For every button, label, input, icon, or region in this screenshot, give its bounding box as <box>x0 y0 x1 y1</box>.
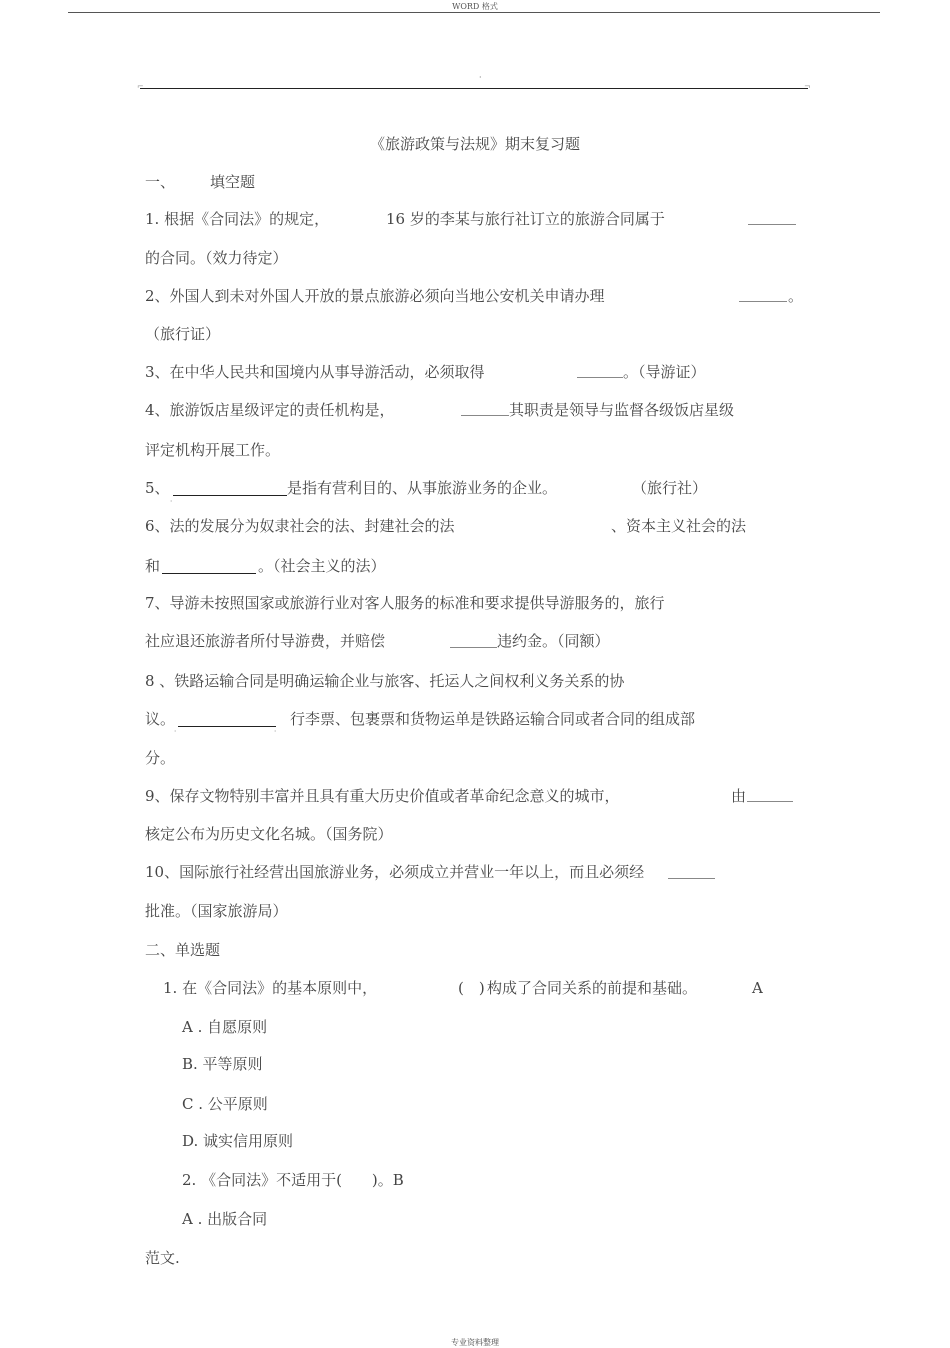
q8-blank <box>178 726 276 727</box>
q8-text-d: 分。 <box>145 749 176 767</box>
rule-dot: · <box>479 73 482 82</box>
mc2-question: 2. 《合同法》不适用于( )。B <box>182 1171 404 1189</box>
q4-text-a: 4、旅游饭店星级评定的责任机构是， <box>145 401 395 419</box>
q3-text-a: 3、在中华人民共和国境内从事导游活动，必须取得 <box>145 363 485 381</box>
q8-text-c: 行李票、包裹票和货物运单是铁路运输合同或者合同的组成部 <box>290 710 696 728</box>
q7-blank <box>450 647 497 648</box>
rule-end-mark-right: ¬ <box>804 82 811 91</box>
rule-end-mark-left: ⌐ <box>137 82 144 91</box>
q10-blank <box>668 878 715 879</box>
q8-text-a: 8 、铁路运输合同是明确运输企业与旅客、托运人之间权利义务关系的协 <box>145 672 625 690</box>
mc1-question: 1. 在《合同法》的基本原则中， <box>163 979 378 997</box>
q7-text-b: 社应退还旅游者所付导游费，并赔偿 <box>145 632 386 650</box>
section-2-title: 二、单选题 <box>145 941 221 959</box>
q8-blank-mark-right: ˌ <box>274 724 277 733</box>
q5-blank <box>173 495 287 496</box>
mc2-option-a: A . 出版合同 <box>182 1210 268 1228</box>
q9-blank <box>747 801 793 802</box>
q6-text-b: 、资本主义社会的法 <box>611 517 747 535</box>
q1-text-b: 16 岁的李某与旅行社订立的旅游合同属于 <box>386 210 665 228</box>
document-title: 《旅游政策与法规》期末复习题 <box>369 135 580 153</box>
q5-text-a: 5、 <box>145 479 170 497</box>
page-footer-text: 专业资料整理 <box>451 1338 499 1347</box>
q2-text-a: 2、外国人到未对外国人开放的景点旅游必须向当地公安机关申请办理 <box>145 287 605 305</box>
mc1-answer: A <box>752 979 763 997</box>
mc1-option-d: D. 诚实信用原则 <box>182 1132 294 1150</box>
q10-text-a: 10、国际旅行社经营出国旅游业务，必须成立并营业一年以上，而且必须经 <box>145 863 645 881</box>
q1-blank <box>748 224 796 225</box>
mc1-option-b: B. 平等原则 <box>182 1055 263 1073</box>
q6-text-a: 6、法的发展分为奴隶社会的法、封建社会的法 <box>145 517 455 535</box>
q3-text-b: 。（导游证） <box>623 363 706 381</box>
q5-text-b: 是指有营利目的、从事旅游业务的企业。 <box>287 479 558 497</box>
q2-text-b: 。 <box>788 287 804 305</box>
mc1-option-c: C . 公平原则 <box>182 1095 268 1113</box>
q9-text-b: 由 <box>731 787 747 805</box>
q6-text-d: 。（社会主义的法） <box>258 557 386 575</box>
q6-text-c: 和 <box>145 557 161 575</box>
q4-text-b: 其职责是领导与监督各级饭店星级 <box>509 401 735 419</box>
q7-text-c: 违约金。（同额） <box>497 632 610 650</box>
watermark-text: 范文. <box>145 1249 180 1267</box>
q3-blank <box>577 377 623 378</box>
header-rule <box>68 12 880 13</box>
q2-text-c: （旅行证） <box>145 325 221 343</box>
q9-text-a: 9、保存文物特别丰富并且具有重大历史价值或者革命纪念意义的城市， <box>145 787 620 805</box>
section-1-number: 一、 <box>145 173 176 191</box>
mc1-paren: ( ) <box>458 979 485 997</box>
section-1-title: 填空题 <box>210 173 256 191</box>
q4-blank <box>461 415 509 416</box>
q7-text-a: 7、导游未按照国家或旅游行业对客人服务的标准和要求提供导游服务的，旅行 <box>145 594 665 612</box>
q4-text-c: 评定机构开展工作。 <box>145 441 281 459</box>
q5-blank-mark: ˌ <box>170 494 173 503</box>
q6-blank <box>162 573 256 574</box>
q1-text-c: 的合同。（效力待定） <box>145 249 288 267</box>
mc1-option-a: A . 自愿原则 <box>182 1018 268 1036</box>
document-rule <box>140 88 808 89</box>
page-header-text: WORD 格式 <box>452 2 498 11</box>
mc1-question-tail: 构成了合同关系的前提和基础。 <box>487 979 698 997</box>
q1-text-a: 1. 根据《合同法》的规定， <box>145 210 330 228</box>
q5-text-c: （旅行社） <box>632 479 708 497</box>
q2-blank <box>739 301 787 302</box>
q10-text-b: 批准。（国家旅游局） <box>145 902 288 920</box>
q8-blank-mark-left: ˌ <box>174 724 177 733</box>
q9-text-c: 核定公布为历史文化名城。（国务院） <box>145 825 393 843</box>
q8-text-b: 议。 <box>145 710 176 728</box>
